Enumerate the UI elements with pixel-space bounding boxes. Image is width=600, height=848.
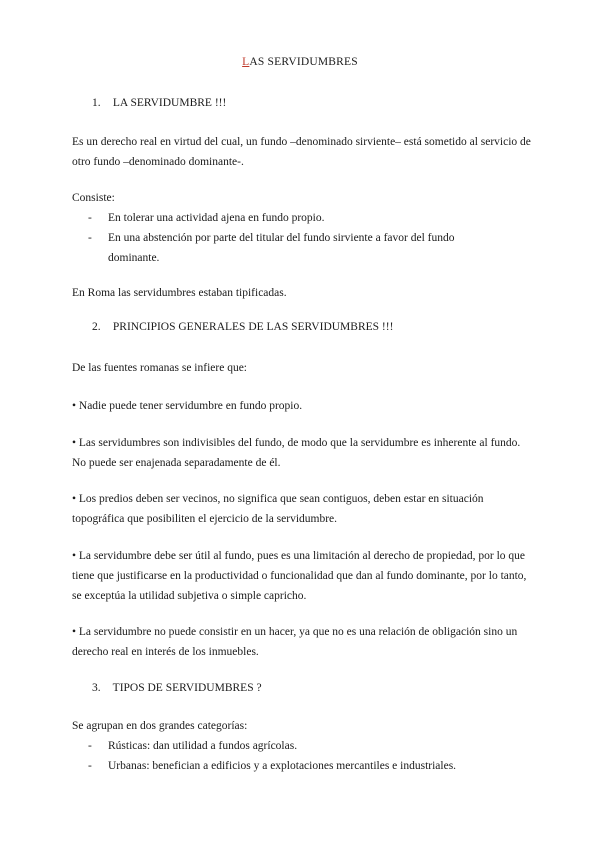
list-item-text: En tolerar una actividad ajena en fundo propio. bbox=[108, 212, 325, 224]
section-heading-3 bbox=[92, 682, 262, 694]
definition-paragraph: Es un derecho real en virtud del cual, un fundo –denominado sirviente– está sometido al servicio de otro fundo –denominado dominante-. bbox=[72, 136, 531, 168]
list-item bbox=[88, 228, 508, 268]
list-item bbox=[88, 736, 508, 756]
section2-intro: De las fuentes romanas se infiere que: bbox=[72, 362, 247, 374]
list-item bbox=[88, 208, 508, 228]
list-item bbox=[88, 756, 508, 776]
principle-bullet: • Nadie puede tener servidumbre en fundo propio. bbox=[72, 400, 303, 412]
principle-bullet: • Las servidumbres son indivisibles del fundo, de modo que la servidumbre es inherente al fundo. No puede ser enajenada separadamente de él. bbox=[72, 437, 521, 469]
consiste-list bbox=[88, 208, 508, 268]
section-number: 3. bbox=[92, 682, 101, 694]
principle-bullet: • Los predios deben ser vecinos, no significa que sean contiguos, deben estar en situación topográfica que posibiliten el ejercicio de la servidumbre. bbox=[72, 493, 484, 525]
section-number: 1. bbox=[92, 97, 101, 109]
section-heading-text: PRINCIPIOS GENERALES DE LAS SERVIDUMBRES !!! bbox=[112, 321, 394, 333]
section-heading-2 bbox=[92, 321, 393, 333]
list-marker: - bbox=[88, 212, 92, 224]
document-title bbox=[0, 56, 600, 68]
roma-paragraph: En Roma las servidumbres estaban tipificadas. bbox=[72, 287, 287, 299]
section-number: 2. bbox=[92, 321, 101, 333]
section3-intro: Se agrupan en dos grandes categorías: bbox=[72, 720, 248, 732]
categories-list bbox=[88, 736, 508, 776]
consiste-label: Consiste: bbox=[72, 192, 115, 204]
list-marker: - bbox=[88, 760, 92, 772]
list-item-text: En una abstención por parte del titular del fundo sirviente a favor del fundo dominante. bbox=[108, 232, 455, 264]
section-heading-1 bbox=[92, 97, 226, 109]
title-rest: AS SERVIDUMBRES bbox=[249, 56, 358, 68]
section-heading-text: TIPOS DE SERVIDUMBRES ? bbox=[112, 682, 262, 694]
title-first-letter: L bbox=[242, 56, 250, 68]
principle-bullet: • La servidumbre debe ser útil al fundo, pues es una limitación al derecho de propiedad, por lo que tiene que justificarse en la productividad o funcionalidad que dan al fundo dominante, por lo tanto, se exceptúa la utilidad subjetiva o simple capricho. bbox=[72, 550, 527, 602]
section-heading-text: LA SERVIDUMBRE !!! bbox=[112, 97, 227, 109]
list-item-text: Rústicas: dan utilidad a fundos agrícolas. bbox=[108, 740, 298, 752]
principle-bullet: • La servidumbre no puede consistir en un hacer, ya que no es una relación de obligación sino un derecho real en interés de los inmuebles. bbox=[72, 626, 518, 658]
list-marker: - bbox=[88, 232, 92, 244]
list-item-text: Urbanas: benefician a edificios y a explotaciones mercantiles e industriales. bbox=[108, 760, 457, 772]
list-marker: - bbox=[88, 740, 92, 752]
